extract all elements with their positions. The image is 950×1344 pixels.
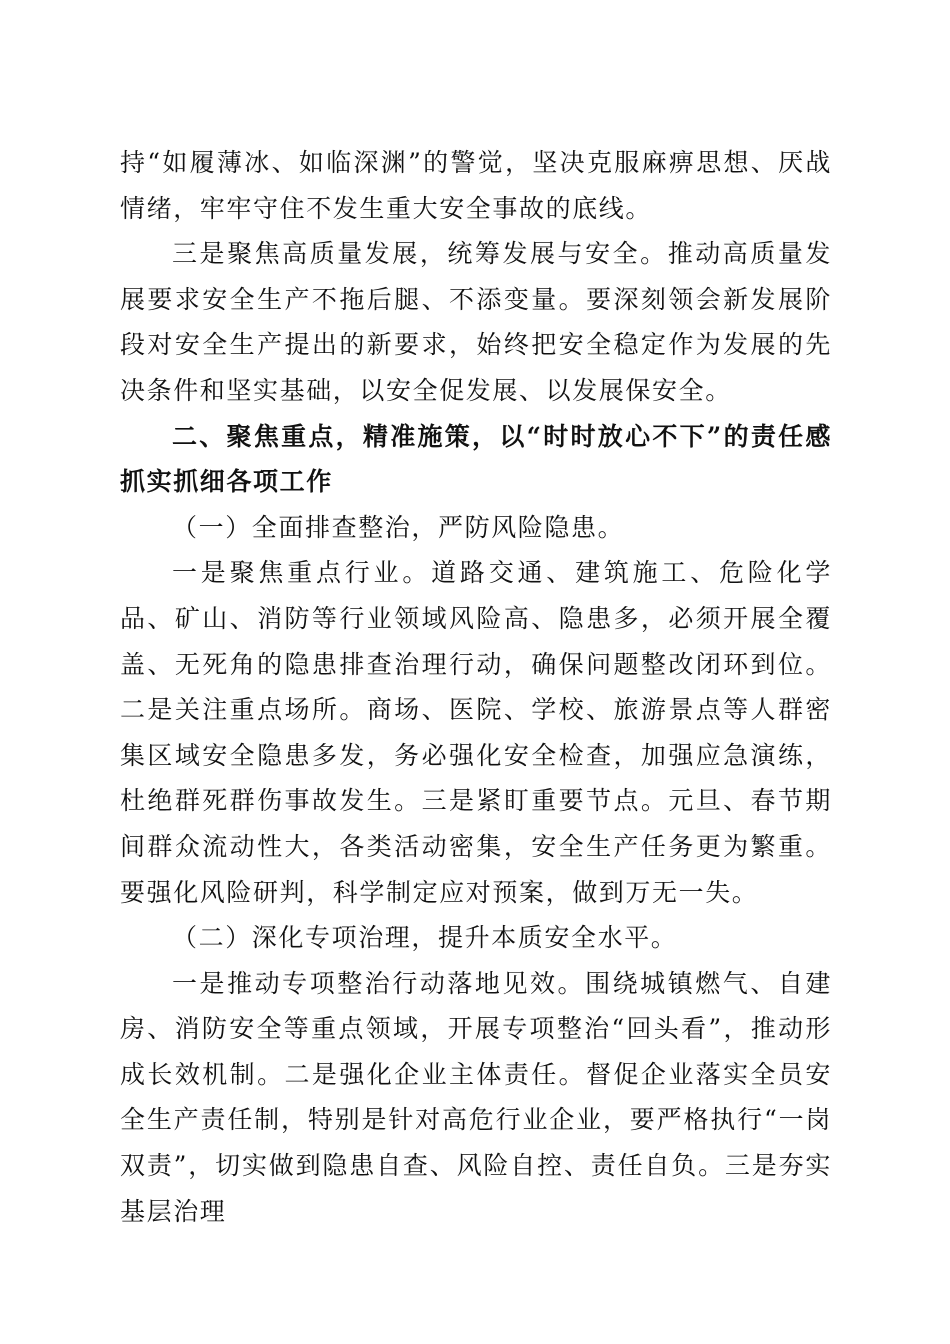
subsection-heading-two: （二）深化专项治理，提升本质安全水平。	[172, 923, 678, 953]
paragraph-continuation: 持“如履薄冰、如临深渊”的警觉，坚决克服麻痹思想、厌战情绪，牢牢守住不发生重大安全事故的底线。	[120, 148, 832, 223]
subsection-heading-one: （一）全面排查整治，严防风险隐患。	[172, 512, 625, 542]
paragraph-special-rectification: 一是推动专项整治行动落地见效。围绕城镇燃气、自建房、消防安全等重点领域，开展专项整治“回头看”，推动形成长效机制。二是强化企业主体责任。督促企业落实全员安全生产责任制，特别是针对高危行业企业，要严格执行“一岗双责”，切实做到隐患自查、风险自控、责任自负。三是夯实基层治理	[120, 968, 832, 1226]
section-heading-two: 二、聚焦重点，精准施策，以“时时放心不下”的责任感抓实抓细各项工作	[120, 421, 832, 497]
paragraph-point-three: 三是聚焦高质量发展，统筹发展与安全。推动高质量发展要求安全生产不拖后腿、不添变量。要深刻领会新发展阶段对安全生产提出的新要求，始终把安全稳定作为发展的先决条件和坚实基础，以安全促发展、以发展保安全。	[120, 239, 832, 405]
paragraph-key-industries: 一是聚焦重点行业。道路交通、建筑施工、危险化学品、矿山、消防等行业领域风险高、隐患多，必须开展全覆盖、无死角的隐患排查治理行动，确保问题整改闭环到位。二是关注重点场所。商场、医院、学校、旅游景点等人群密集区域安全隐患多发，务必强化安全检查，加强应急演练，杜绝群死群伤事故发生。三是紧盯重要节点。元旦、春节期间群众流动性大，各类活动密集，安全生产任务更为繁重。要强化风险研判，科学制定应对预案，做到万无一失。	[120, 558, 832, 907]
document-body	[120, 140, 832, 1234]
